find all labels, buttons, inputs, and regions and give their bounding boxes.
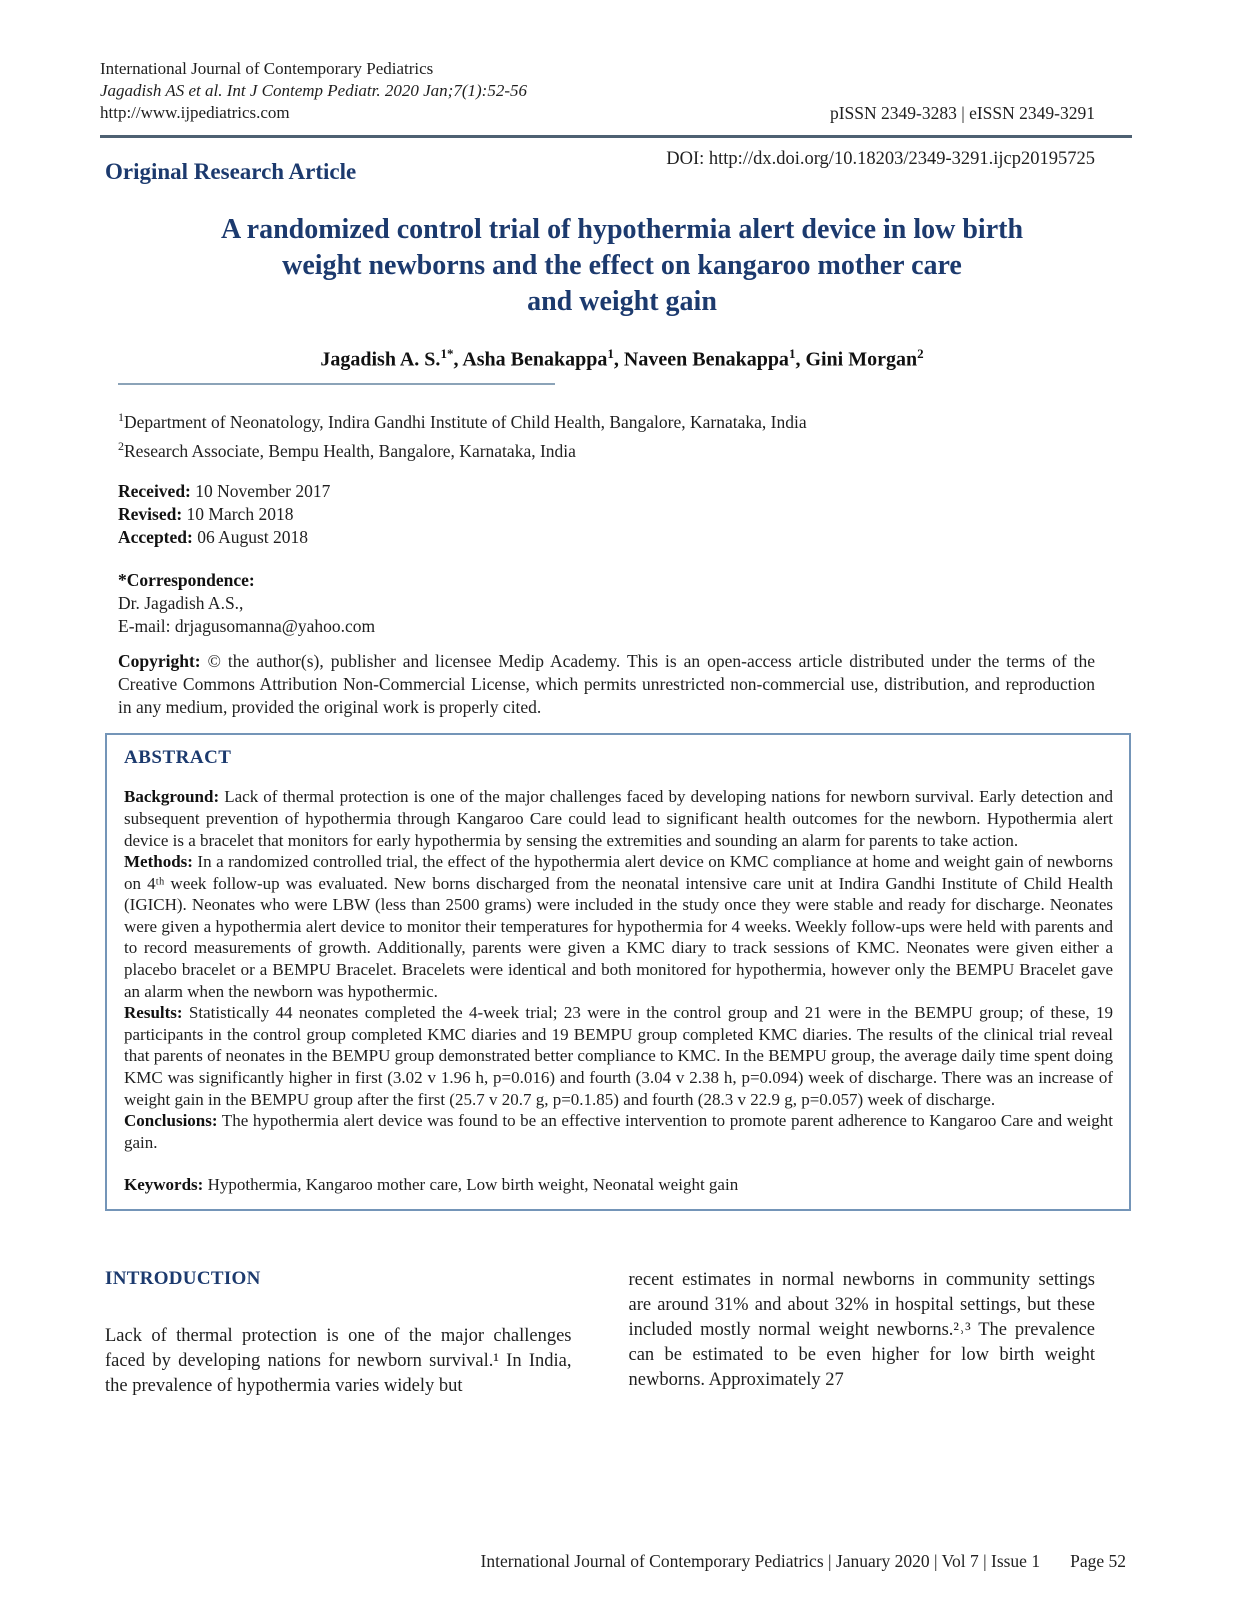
- affiliation-sup: 1: [118, 409, 124, 424]
- correspondence-block: [118, 569, 1095, 638]
- affiliations-block: [118, 405, 1095, 465]
- abstract-paragraph-results: Results: Statistically 44 neonates completed the 4-week trial; 23 were in the control group and 21 were in the BEMPU group; of these, 19 participants in the control group completed KMC diaries and 19 BEMPU group completed KMC diaries. The results of the clinical trial reveal that parents of neonates in the BEMPU group demonstrated better compliance to KMC. In the BEMPU group, the average daily time spent doing KMC was significantly higher in first (3.02 v 1.96 h, p=0.016) and fourth (3.04 v 2.38 h, p=0.094) week of discharge. There was an increase of weight gain in the BEMPU group after the first (25.7 v 20.7 g, p=0.1.85) and fourth (28.3 v 22.9 g, p=0.057) week of discharge.: [124, 1003, 1113, 1109]
- page-header: [0, 0, 1244, 124]
- affiliation-sup: 2: [118, 439, 124, 454]
- dates-block: [118, 480, 1095, 549]
- author-name: , Naveen Benakappa: [613, 348, 789, 371]
- affiliation-line: $^2$Research Associate, Bempu Health, Bangalore, Karnataka, India: [118, 439, 576, 462]
- doi-line: DOI: http://dx.doi.org/10.18203/2349-3291.ijcp20195725: [666, 149, 1095, 169]
- received-date: Received: 10 November 2017: [118, 481, 331, 502]
- article-title-line: weight newborns and the effect on kangaroo mother care: [282, 250, 962, 281]
- copyright-paragraph: Copyright: © the author(s), publisher and licensee Medip Academy. This is an open-access article distributed under the terms of the Creative Commons Attribution Non-Commercial License, which permits unrestricted non-commercial use, distribution, and reproduction in any medium, provided the original work is properly cited.: [118, 651, 1095, 718]
- abstract-heading: ABSTRACT: [124, 747, 232, 769]
- intro-left-paragraph: Lack of thermal protection is one of the major challenges faced by developing nations for newborn survival.¹ In India, the prevalence of hypothermia varies widely but: [105, 1326, 572, 1397]
- journal-website-url: http://www.ijpediatrics.com: [100, 103, 290, 122]
- abstract-paragraph-methods: Methods: In a randomized controlled trial, the effect of the hypothermia alert device on KMC compliance at home and weight gain of newborns on 4ᵗʰ week follow-up was evaluated. New borns discharged from the neonatal intensive care unit at Indira Gandhi Institute of Child Health (IGICH). Neonates who were LBW (less than 2500 grams) were included in the study once they were stable and ready for discharge. Neonates were given a hypothermia alert device to monitor their temperatures for hypothermia for 4 weeks. Weekly follow-ups were held with parents and to record measurements of growth. Additionally, parents were given a KMC diary to track sessions of KMC. Neonates were given either a placebo bracelet or a BEMPU Bracelet. Bracelets were identical and both monitored for hypothermia, however only the BEMPU Bracelet gave an alarm when the newborn was hypothermic.: [124, 852, 1113, 1001]
- introduction-heading: INTRODUCTION: [105, 1268, 261, 1290]
- page-footer: [481, 1550, 1126, 1572]
- article-type-label: Original Research Article: [105, 159, 357, 184]
- author-affiliation-sup: 1: [607, 346, 614, 361]
- author-name: , Asha Benakappa: [453, 348, 608, 371]
- citation-line: Jagadish AS et al. Int J Contemp Pediatr. 2020 Jan;7(1):52-56: [100, 81, 527, 100]
- author-name: , Gini Morgan: [795, 348, 918, 371]
- affiliation-line: $^1$Department of Neonatology, Indira Gandhi Institute of Child Health, Bangalore, Karnataka, India: [118, 409, 807, 432]
- article-title-line: and weight gain: [527, 286, 717, 317]
- abstract-paragraph-background: Background: Lack of thermal protection is one of the major challenges faced by developing nations for newborn survival. Early detection and subsequent prevention of hypothermia through Kangaroo Care could lead to significant health outcomes for the newborn. Hypothermia alert device is a bracelet that monitors for early hypothermia by sensing the extremities and sounding an alarm for parents to take action.: [124, 787, 1113, 850]
- revised-date: Revised: 10 March 2018: [118, 504, 294, 525]
- abstract-box: [105, 733, 1131, 1211]
- abstract-paragraph-conclusions: Conclusions: The hypothermia alert device was found to be an effective intervention to promote parent adherence to Kangaroo Care and weight gain.: [124, 1111, 1113, 1152]
- author-affiliation-sup: 2: [917, 346, 924, 361]
- journal-name: International Journal of Contemporary Pediatrics: [100, 59, 434, 78]
- authors-line: [0, 342, 1244, 372]
- footer-journal-info: International Journal of Contemporary Pediatrics | January 2020 | Vol 7 | Issue 1: [480, 1551, 1041, 1571]
- article-title: [0, 212, 1244, 320]
- copyright-label: Copyright:: [118, 651, 201, 672]
- author-affiliation-sup: 1*: [440, 346, 454, 361]
- introduction-section: [105, 1267, 1095, 1399]
- page-number: Page 52: [1070, 1551, 1126, 1571]
- author-separator-rule: [118, 383, 555, 385]
- correspondence-email: E-mail: drjagusomanna@yahoo.com: [118, 616, 376, 637]
- author-affiliation-sup: 1: [788, 346, 796, 361]
- correspondence-name: Dr. Jagadish A.S.,: [118, 593, 244, 614]
- correspondence-label: *Correspondence:: [118, 570, 255, 591]
- author-name: Jagadish A. S.: [320, 348, 441, 371]
- keywords-line: Keywords: Hypothermia, Kangaroo mother care, Low birth weight, Neonatal weight gain: [124, 1175, 739, 1195]
- issn-line: pISSN 2349-3283 | eISSN 2349-3291: [829, 103, 1095, 123]
- intro-right-paragraph: recent estimates in normal newborns in community settings are around 31% and about 32% in hospital settings, but these included mostly normal weight newborns.²˒³ The prevalence can be estimated to be even higher for low birth weight newborns. Approximately 27: [628, 1270, 1095, 1391]
- article-title-line: A randomized control trial of hypothermia alert device in low birth: [220, 214, 1024, 245]
- accepted-date: Accepted: 06 August 2018: [118, 527, 309, 548]
